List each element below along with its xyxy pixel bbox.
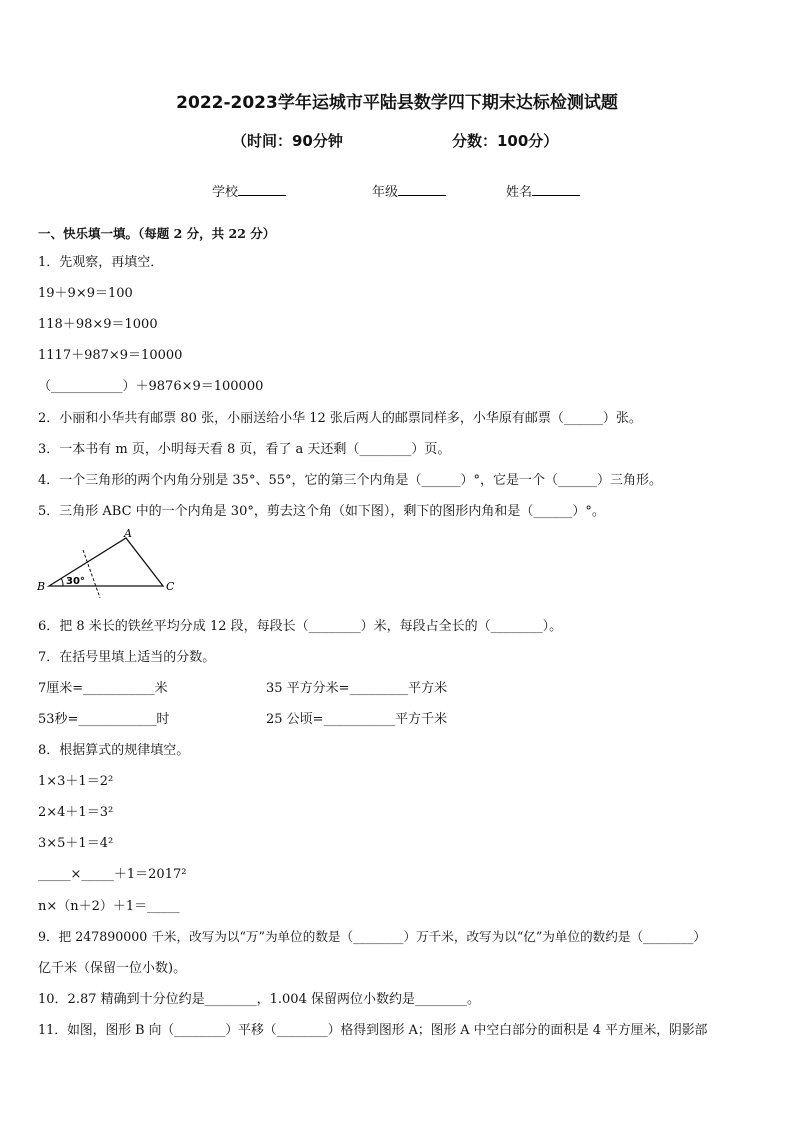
q4: 4．一个三角形的两个内角分别是 35°、55°，它的第三个内角是（______）°，它是一个（______）三角形。 bbox=[38, 473, 662, 488]
name-blank bbox=[532, 183, 580, 196]
q1-line-1: 19＋9×9＝100 bbox=[38, 286, 133, 301]
q7-b: 35 平方分米=_________平方米 bbox=[266, 681, 448, 696]
school-label: 学校 bbox=[212, 185, 239, 200]
vertex-c-label: C bbox=[166, 580, 175, 593]
page-title: 2022-2023学年运城市平陆县数学四下期末达标检测试题 bbox=[176, 93, 618, 113]
vertex-b-label: B bbox=[37, 580, 46, 593]
q8-stem: 8．根据算式的规律填空。 bbox=[38, 743, 190, 758]
exam-time: （时间：90分钟 bbox=[232, 132, 343, 150]
q7-c: 53秒=____________时 bbox=[38, 712, 170, 727]
q8-line-4: _____×_____＋1＝2017² bbox=[38, 867, 187, 882]
q1-line-3: 1117＋987×9＝10000 bbox=[38, 348, 183, 363]
vertex-a-label: A bbox=[124, 528, 132, 540]
q8-line-5: n×（n＋2）＋1＝_____ bbox=[38, 899, 180, 914]
school-field bbox=[212, 181, 286, 200]
q7-d: 25 公顷=___________平方千米 bbox=[266, 712, 448, 727]
q1-line-4: （___________）＋9876×9＝100000 bbox=[38, 379, 264, 394]
q1-line-2: 118＋98×9＝1000 bbox=[38, 317, 158, 332]
q5: 5．三角形 ABC 中的一个内角是 30°，剪去这个角（如下图），剩下的图形内角和是（______）°。 bbox=[38, 504, 605, 519]
grade-blank bbox=[398, 183, 446, 196]
school-blank bbox=[238, 183, 286, 196]
triangle-figure bbox=[36, 528, 186, 598]
angle-arc bbox=[61, 578, 63, 586]
q7-a: 7厘米=___________米 bbox=[38, 681, 168, 696]
name-label: 姓名 bbox=[506, 185, 533, 200]
q10: 10．2.87 精确到十分位约是________，1.004 保留两位小数约是________。 bbox=[38, 992, 480, 1007]
grade-field bbox=[372, 181, 446, 200]
q8-line-2: 2×4＋1＝3² bbox=[38, 805, 114, 820]
name-field bbox=[506, 181, 580, 200]
grade-label: 年级 bbox=[372, 185, 399, 200]
q11: 11．如图，图形 B 向（________）平移（________）格得到图形 A；图形 A 中空白部分的面积是 4 平方厘米，阴影部 bbox=[38, 1023, 708, 1038]
q8-line-3: 3×5＋1＝4² bbox=[38, 836, 114, 851]
q3: 3．一本书有 m 页，小明每天看 8 页，看了 a 天还剩（________）页。 bbox=[38, 442, 451, 457]
q1-stem: 1．先观察，再填空． bbox=[38, 255, 164, 270]
angle-label: 30° bbox=[66, 576, 85, 587]
section-heading: 一、快乐填一填。（每题 2 分，共 22 分） bbox=[38, 226, 276, 241]
q9-line-1: 9．把 247890000 千米，改写为以“万”为单位的数是（________）万千米，改写为以“亿”为单位的数约是（________） bbox=[38, 929, 707, 944]
q7-stem: 7．在括号里填上适当的分数。 bbox=[38, 650, 216, 665]
cut-line bbox=[83, 550, 100, 598]
q8-line-1: 1×3＋1＝2² bbox=[38, 774, 114, 789]
q6: 6．把 8 米长的铁丝平均分成 12 段，每段长（________）米，每段占全长的（________）。 bbox=[38, 619, 563, 634]
exam-score: 分数：100分） bbox=[452, 132, 559, 150]
q9-line-2: 亿千米（保留一位小数)。 bbox=[38, 961, 187, 976]
q2: 2．小丽和小华共有邮票 80 张，小丽送给小华 12 张后两人的邮票同样多，小华原有邮票（______）张。 bbox=[38, 411, 642, 426]
